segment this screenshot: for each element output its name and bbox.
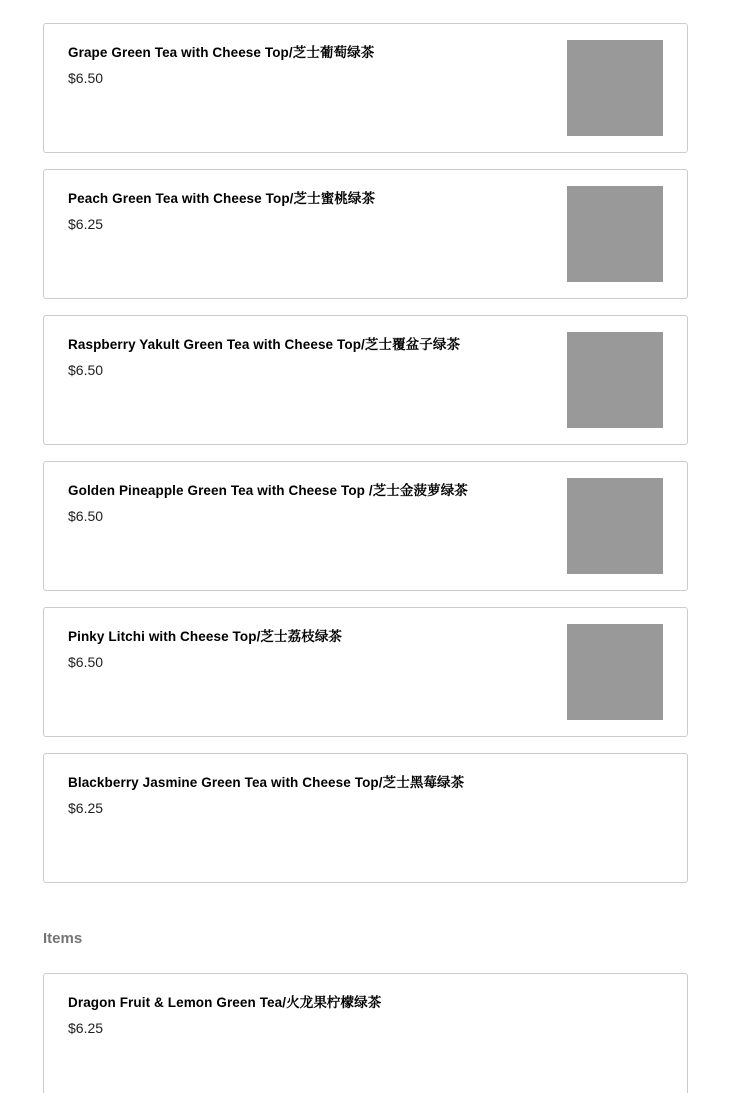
menu-item-name: Raspberry Yakult Green Tea with Cheese Top/芝士覆盆子绿茶 <box>68 337 461 352</box>
menu-item-name: Golden Pineapple Green Tea with Cheese Top /芝士金菠萝绿茶 <box>68 483 468 498</box>
menu-item-name: Peach Green Tea with Cheese Top/芝士蜜桃绿茶 <box>68 191 376 206</box>
items-list <box>43 973 688 1093</box>
menu-item-image <box>567 40 663 136</box>
menu-item-image <box>567 332 663 428</box>
menu-item-image <box>567 624 663 720</box>
menu-item-card[interactable] <box>43 461 688 591</box>
section-title-items: Items <box>43 930 83 947</box>
menu-item-price: $6.50 <box>68 362 104 378</box>
menu-item-image <box>567 478 663 574</box>
menu-item-card[interactable] <box>43 973 688 1093</box>
menu-item-name: Blackberry Jasmine Green Tea with Cheese Top/芝士黑莓绿茶 <box>68 775 465 790</box>
menu-item-card[interactable] <box>43 23 688 153</box>
menu-item-name: Pinky Litchi with Cheese Top/芝士荔枝绿茶 <box>68 629 343 644</box>
menu-item-card[interactable] <box>43 169 688 299</box>
menu-item-card[interactable] <box>43 753 688 883</box>
menu-item-card[interactable] <box>43 315 688 445</box>
menu-item-price: $6.50 <box>68 654 104 670</box>
menu-item-card[interactable] <box>43 607 688 737</box>
menu-item-price: $6.50 <box>68 508 104 524</box>
menu-item-price: $6.50 <box>68 70 104 86</box>
cheese-top-item-list <box>43 23 688 899</box>
menu-item-price: $6.25 <box>68 800 104 816</box>
menu-item-image <box>567 186 663 282</box>
menu-item-name: Dragon Fruit & Lemon Green Tea/火龙果柠檬绿茶 <box>68 995 382 1010</box>
menu-item-price: $6.25 <box>68 1020 104 1036</box>
menu-item-name: Grape Green Tea with Cheese Top/芝士葡萄绿茶 <box>68 45 375 60</box>
menu-item-price: $6.25 <box>68 216 104 232</box>
